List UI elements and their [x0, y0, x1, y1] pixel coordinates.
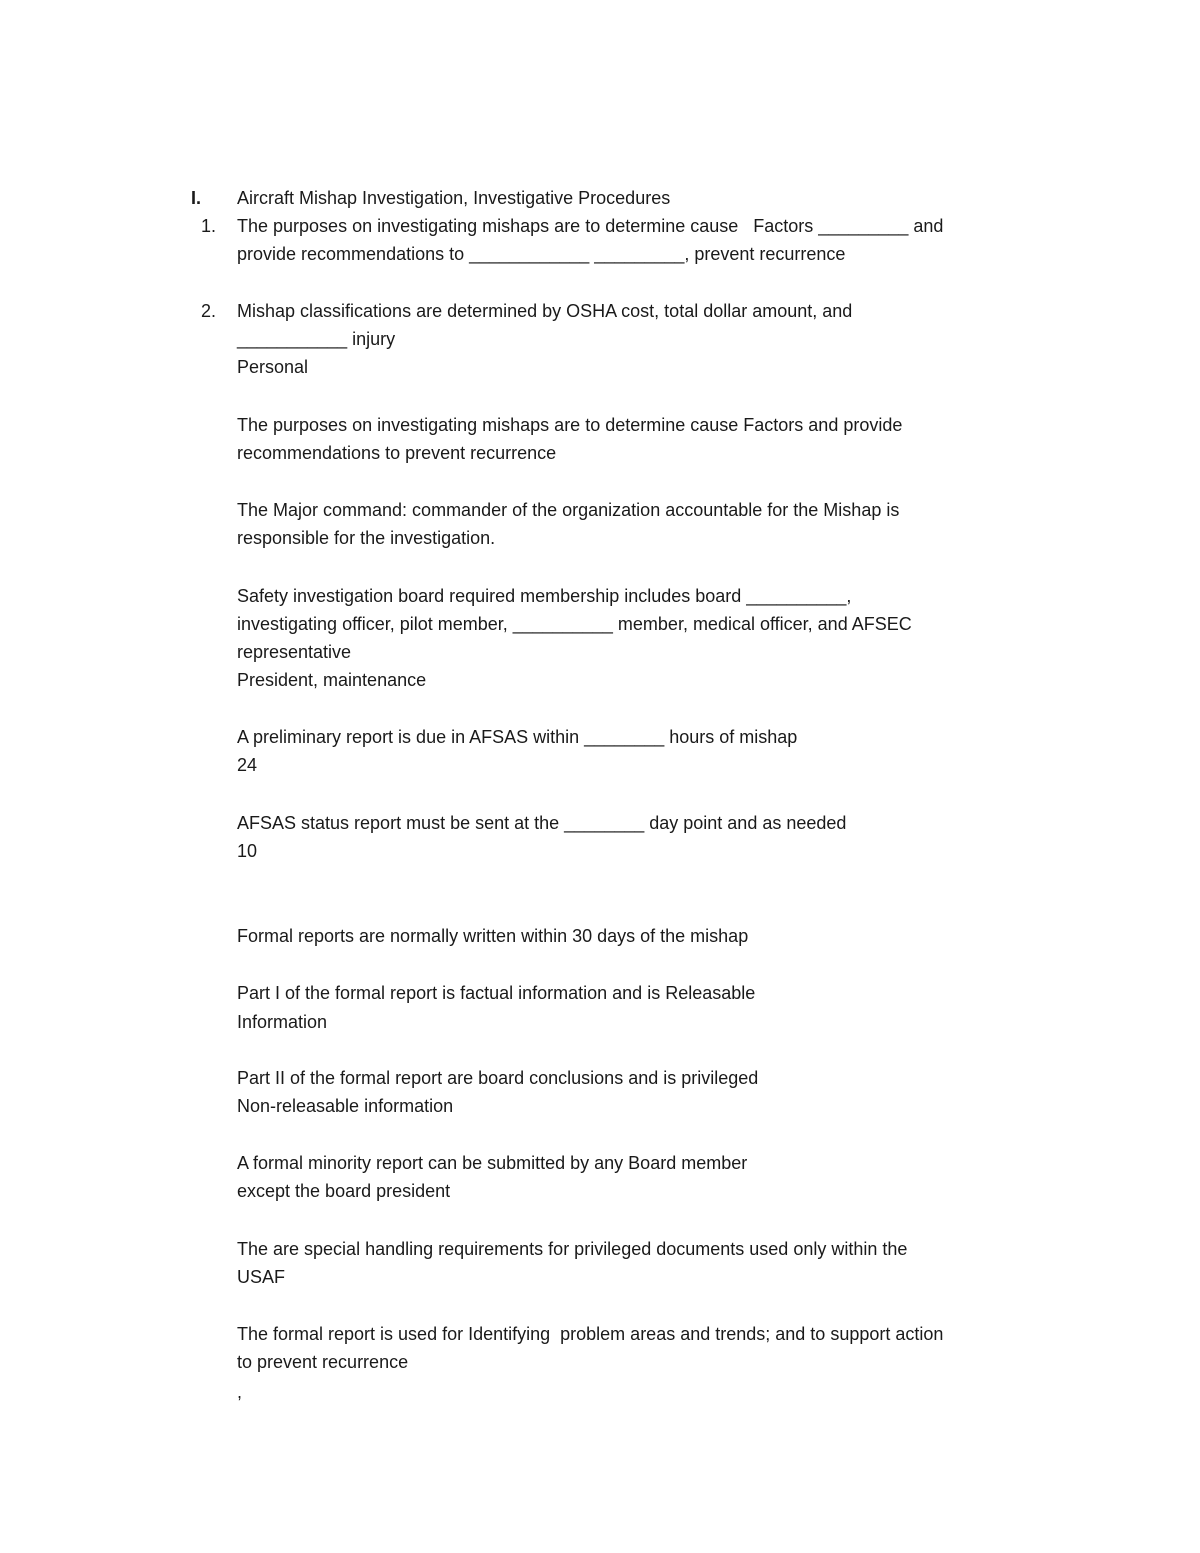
paragraph-line: to prevent recurrence — [237, 1352, 409, 1372]
list-item-answer: Personal — [237, 357, 309, 377]
paragraph-answer: President, maintenance — [237, 670, 427, 690]
list-item-line: Mishap classifications are determined by OSHA cost, total dollar amount, and — [237, 301, 853, 321]
paragraph-answer: except the board president — [237, 1181, 451, 1201]
section-marker: I. — [191, 188, 202, 208]
paragraph-line: recommendations to prevent recurrence — [237, 443, 557, 463]
paragraph-line: Part II of the formal report are board conclusions and is privileged — [237, 1068, 759, 1088]
paragraph-line: The Major command: commander of the organization accountable for the Mishap is — [237, 500, 900, 520]
list-item-marker: 2. — [201, 301, 217, 321]
paragraph-line: representative — [237, 642, 352, 662]
paragraph-answer: Non-releasable information — [237, 1096, 454, 1116]
list-item-line: The purposes on investigating mishaps are to determine cause Factors _________ and — [237, 216, 944, 236]
paragraph-answer: 24 — [237, 755, 258, 775]
paragraph-answer: Information — [237, 1012, 328, 1032]
paragraph-line: Formal reports are normally written within 30 days of the mishap — [237, 926, 749, 946]
paragraph-line: A formal minority report can be submitted by any Board member — [237, 1153, 748, 1173]
list-item-marker: 1. — [201, 216, 217, 236]
paragraph-line: The formal report is used for Identifying problem areas and trends; and to support action — [237, 1324, 944, 1344]
paragraph-line: USAF — [237, 1267, 286, 1287]
paragraph-line: A preliminary report is due in AFSAS within ________ hours of mishap — [237, 727, 798, 747]
paragraph-line: Safety investigation board required membership includes board __________, — [237, 586, 852, 606]
section-title: Aircraft Mishap Investigation, Investigative Procedures — [237, 188, 671, 208]
paragraph-line: investigating officer, pilot member, __________ member, medical officer, and AFSEC — [237, 614, 912, 634]
paragraph-line: Part I of the formal report is factual information and is Releasable — [237, 983, 756, 1003]
paragraph-line: The purposes on investigating mishaps are to determine cause Factors and provide — [237, 415, 903, 435]
list-item-line: provide recommendations to ____________ _________, prevent recurrence — [237, 244, 846, 264]
list-item-line: ___________ injury — [237, 329, 396, 349]
paragraph-line: AFSAS status report must be sent at the ________ day point and as needed — [237, 813, 847, 833]
paragraph-answer: 10 — [237, 841, 258, 861]
paragraph-trailing-mark: , — [237, 1382, 243, 1402]
paragraph-line: responsible for the investigation. — [237, 528, 496, 548]
paragraph-line: The are special handling requirements for privileged documents used only within the — [237, 1239, 908, 1259]
